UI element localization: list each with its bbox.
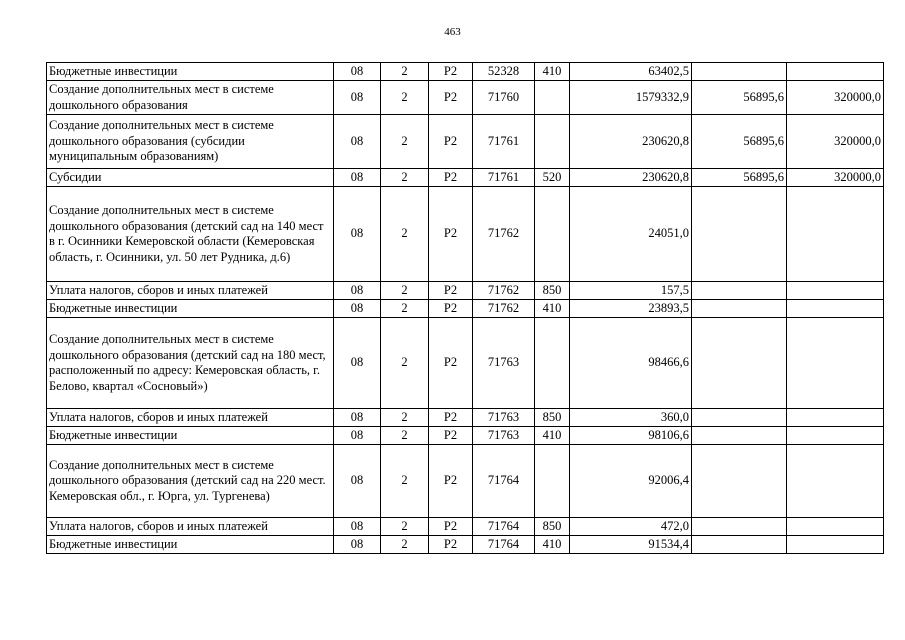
cell-target-article: 71763: [473, 318, 535, 409]
cell-item-name: Создание дополнительных мест в системе дошкольного образования (субсидии муниципальным образованиям): [47, 115, 334, 169]
cell-subsection: 2: [381, 536, 429, 554]
cell-program: P2: [429, 115, 473, 169]
table-row: [47, 318, 884, 409]
cell-subsection: 2: [381, 63, 429, 81]
cell-program: P2: [429, 300, 473, 318]
cell-section: 08: [334, 318, 381, 409]
cell-section: 08: [334, 81, 381, 115]
cell-subsection: 2: [381, 282, 429, 300]
table-row: [47, 427, 884, 445]
cell-item-name: Создание дополнительных мест в системе дошкольного образования (детский сад на 140 мест в г. Осинники Кемеровской области (Кемеровская область, г. Осинники, ул. 50 лет Рудника, д.6): [47, 187, 334, 282]
cell-amount-year-2: [692, 282, 787, 300]
cell-expense-type: 410: [535, 427, 570, 445]
table-row: [47, 536, 884, 554]
cell-amount-year-3: [787, 445, 884, 518]
cell-section: 08: [334, 445, 381, 518]
cell-item-name: Уплата налогов, сборов и иных платежей: [47, 518, 334, 536]
cell-item-name: Создание дополнительных мест в системе дошкольного образования (детский сад на 180 мест, расположенный по адресу: Кемеровская область, г. Белово, квартал «Сосновый»): [47, 318, 334, 409]
cell-amount-year-2: 56895,6: [692, 81, 787, 115]
cell-target-article: 71764: [473, 518, 535, 536]
cell-program: P2: [429, 81, 473, 115]
cell-item-name: Уплата налогов, сборов и иных платежей: [47, 409, 334, 427]
cell-program: P2: [429, 427, 473, 445]
cell-expense-type: 410: [535, 63, 570, 81]
cell-amount-year-3: 320000,0: [787, 169, 884, 187]
cell-program: P2: [429, 409, 473, 427]
cell-amount-year-1: 91534,4: [570, 536, 692, 554]
cell-subsection: 2: [381, 169, 429, 187]
cell-amount-year-3: [787, 409, 884, 427]
cell-section: 08: [334, 187, 381, 282]
budget-table: [46, 62, 884, 554]
cell-expense-type: [535, 115, 570, 169]
table-row: [47, 282, 884, 300]
cell-target-article: 71760: [473, 81, 535, 115]
cell-amount-year-2: [692, 187, 787, 282]
cell-subsection: 2: [381, 81, 429, 115]
cell-item-name: Субсидии: [47, 169, 334, 187]
cell-section: 08: [334, 282, 381, 300]
cell-amount-year-3: [787, 318, 884, 409]
table-row: [47, 169, 884, 187]
cell-section: 08: [334, 169, 381, 187]
cell-amount-year-3: [787, 282, 884, 300]
cell-program: P2: [429, 318, 473, 409]
cell-item-name: Бюджетные инвестиции: [47, 300, 334, 318]
cell-amount-year-2: 56895,6: [692, 169, 787, 187]
budget-table-body: [47, 63, 884, 554]
cell-program: P2: [429, 282, 473, 300]
cell-section: 08: [334, 427, 381, 445]
cell-expense-type: 850: [535, 282, 570, 300]
cell-amount-year-3: 320000,0: [787, 115, 884, 169]
cell-amount-year-2: 56895,6: [692, 115, 787, 169]
cell-amount-year-3: [787, 427, 884, 445]
cell-subsection: 2: [381, 427, 429, 445]
cell-amount-year-1: 24051,0: [570, 187, 692, 282]
cell-amount-year-2: [692, 300, 787, 318]
cell-expense-type: [535, 187, 570, 282]
table-row: [47, 409, 884, 427]
cell-program: P2: [429, 518, 473, 536]
cell-amount-year-2: [692, 409, 787, 427]
cell-program: P2: [429, 63, 473, 81]
cell-subsection: 2: [381, 318, 429, 409]
cell-item-name: Создание дополнительных мест в системе дошкольного образования: [47, 81, 334, 115]
cell-target-article: 71762: [473, 187, 535, 282]
cell-amount-year-3: [787, 300, 884, 318]
cell-target-article: 71762: [473, 282, 535, 300]
cell-amount-year-1: 230620,8: [570, 115, 692, 169]
cell-amount-year-1: 1579332,9: [570, 81, 692, 115]
cell-amount-year-2: [692, 536, 787, 554]
cell-target-article: 71764: [473, 445, 535, 518]
cell-section: 08: [334, 63, 381, 81]
cell-amount-year-1: 472,0: [570, 518, 692, 536]
cell-amount-year-1: 63402,5: [570, 63, 692, 81]
cell-subsection: 2: [381, 300, 429, 318]
cell-amount-year-3: [787, 536, 884, 554]
cell-target-article: 71761: [473, 115, 535, 169]
cell-amount-year-3: [787, 63, 884, 81]
page-number: 463: [444, 26, 461, 38]
cell-program: P2: [429, 169, 473, 187]
cell-amount-year-1: 98466,6: [570, 318, 692, 409]
table-row: [47, 187, 884, 282]
table-row: [47, 518, 884, 536]
cell-section: 08: [334, 518, 381, 536]
cell-amount-year-3: 320000,0: [787, 81, 884, 115]
cell-program: P2: [429, 536, 473, 554]
cell-item-name: Бюджетные инвестиции: [47, 427, 334, 445]
cell-program: P2: [429, 187, 473, 282]
cell-amount-year-1: 98106,6: [570, 427, 692, 445]
cell-target-article: 52328: [473, 63, 535, 81]
cell-expense-type: 410: [535, 300, 570, 318]
cell-expense-type: [535, 318, 570, 409]
table-row: [47, 300, 884, 318]
cell-section: 08: [334, 536, 381, 554]
cell-program: P2: [429, 445, 473, 518]
cell-expense-type: [535, 445, 570, 518]
cell-expense-type: 850: [535, 518, 570, 536]
table-row: [47, 445, 884, 518]
cell-item-name: Бюджетные инвестиции: [47, 63, 334, 81]
cell-amount-year-2: [692, 318, 787, 409]
cell-amount-year-3: [787, 518, 884, 536]
cell-section: 08: [334, 300, 381, 318]
table-row: [47, 115, 884, 169]
cell-subsection: 2: [381, 518, 429, 536]
cell-target-article: 71762: [473, 300, 535, 318]
cell-expense-type: 850: [535, 409, 570, 427]
cell-target-article: 71764: [473, 536, 535, 554]
cell-amount-year-1: 23893,5: [570, 300, 692, 318]
cell-target-article: 71763: [473, 427, 535, 445]
cell-expense-type: [535, 81, 570, 115]
cell-amount-year-1: 92006,4: [570, 445, 692, 518]
cell-item-name: Создание дополнительных мест в системе дошкольного образования (детский сад на 220 мест. Кемеровская обл., г. Юрга, ул. Тургенева): [47, 445, 334, 518]
cell-target-article: 71761: [473, 169, 535, 187]
table-row: [47, 81, 884, 115]
cell-target-article: 71763: [473, 409, 535, 427]
cell-amount-year-2: [692, 63, 787, 81]
cell-section: 08: [334, 409, 381, 427]
cell-amount-year-2: [692, 518, 787, 536]
cell-amount-year-2: [692, 427, 787, 445]
cell-amount-year-1: 360,0: [570, 409, 692, 427]
cell-expense-type: 520: [535, 169, 570, 187]
cell-amount-year-1: 157,5: [570, 282, 692, 300]
cell-item-name: Бюджетные инвестиции: [47, 536, 334, 554]
table-row: [47, 63, 884, 81]
cell-expense-type: 410: [535, 536, 570, 554]
cell-subsection: 2: [381, 115, 429, 169]
cell-amount-year-3: [787, 187, 884, 282]
cell-section: 08: [334, 115, 381, 169]
cell-subsection: 2: [381, 409, 429, 427]
cell-amount-year-2: [692, 445, 787, 518]
cell-item-name: Уплата налогов, сборов и иных платежей: [47, 282, 334, 300]
cell-subsection: 2: [381, 445, 429, 518]
cell-subsection: 2: [381, 187, 429, 282]
cell-amount-year-1: 230620,8: [570, 169, 692, 187]
